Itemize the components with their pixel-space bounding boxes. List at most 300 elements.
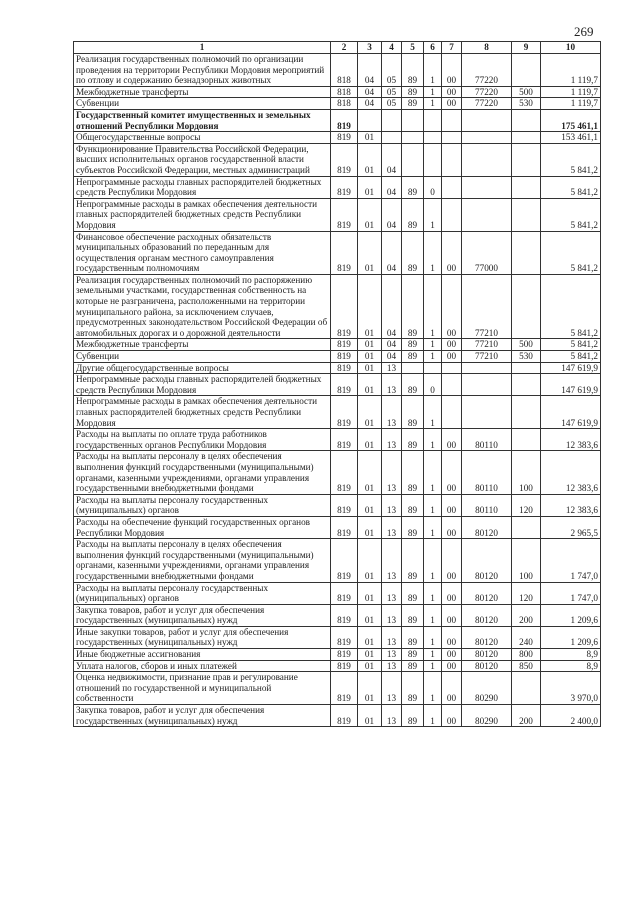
code-target — [462, 198, 512, 231]
row-name: Межбюджетные трансферты — [74, 86, 331, 98]
row-name: Реализация государственных полномочий по организации проведения на территории Республики Мордовия мероприятий по отлову и содержанию безнадзорных животных — [74, 54, 331, 87]
code-section: 01 — [358, 176, 382, 198]
code-ved: 819 — [331, 705, 358, 727]
code-target: 80290 — [462, 672, 512, 705]
code-ved: 818 — [331, 98, 358, 110]
code-program: 89 — [402, 604, 424, 626]
code-direction: 00 — [442, 274, 462, 339]
code-subprogram: 1 — [424, 672, 442, 705]
code-subprogram: 1 — [424, 351, 442, 363]
table-row — [74, 626, 601, 648]
code-expense-type: 800 — [512, 649, 541, 661]
row-name: Закупка товаров, работ и услуг для обеспечения государственных (муниципальных) нужд — [74, 705, 331, 727]
code-target — [462, 143, 512, 176]
code-ved: 819 — [331, 626, 358, 648]
code-ved: 819 — [331, 494, 358, 516]
header-cell: 7 — [442, 42, 462, 54]
code-direction: 00 — [442, 604, 462, 626]
code-direction: 00 — [442, 539, 462, 582]
row-name: Финансовое обеспечение расходных обязательств муниципальных образований по переданным для осуществления органам местного самоуправления государственным полномочиям — [74, 231, 331, 274]
code-ved: 819 — [331, 582, 358, 604]
row-amount: 5 841,2 — [541, 274, 601, 339]
code-subprogram: 1 — [424, 516, 442, 538]
code-ved: 819 — [331, 660, 358, 672]
row-amount: 12 383,6 — [541, 451, 601, 494]
code-target: 80110 — [462, 494, 512, 516]
code-expense-type — [512, 429, 541, 451]
code-ved: 819 — [331, 109, 358, 131]
code-subprogram — [424, 143, 442, 176]
code-subsection: 13 — [382, 705, 402, 727]
table-row — [74, 339, 601, 351]
code-program: 89 — [402, 351, 424, 363]
code-program: 89 — [402, 98, 424, 110]
code-target: 77210 — [462, 351, 512, 363]
code-section: 01 — [358, 705, 382, 727]
code-subprogram: 1 — [424, 54, 442, 87]
row-amount: 147 619,9 — [541, 374, 601, 396]
table-row — [74, 396, 601, 429]
code-expense-type — [512, 396, 541, 429]
code-direction: 00 — [442, 231, 462, 274]
table-row — [74, 231, 601, 274]
code-target: 80110 — [462, 451, 512, 494]
code-expense-type: 100 — [512, 451, 541, 494]
row-amount: 8,9 — [541, 649, 601, 661]
table-header-row — [74, 42, 601, 54]
row-amount: 12 383,6 — [541, 429, 601, 451]
code-subprogram: 1 — [424, 582, 442, 604]
code-subsection: 13 — [382, 649, 402, 661]
row-name: Расходы на обеспечение функций государственных органов Республики Мордовия — [74, 516, 331, 538]
code-target — [462, 132, 512, 144]
row-amount: 1 747,0 — [541, 539, 601, 582]
code-direction — [442, 109, 462, 131]
row-amount: 147 619,9 — [541, 396, 601, 429]
row-amount: 2 400,0 — [541, 705, 601, 727]
code-direction — [442, 362, 462, 374]
code-direction — [442, 176, 462, 198]
code-subsection: 13 — [382, 539, 402, 582]
code-expense-type: 850 — [512, 660, 541, 672]
code-section: 01 — [358, 649, 382, 661]
code-ved: 818 — [331, 86, 358, 98]
code-subprogram: 1 — [424, 604, 442, 626]
code-subsection — [382, 109, 402, 131]
code-target — [462, 362, 512, 374]
code-expense-type — [512, 176, 541, 198]
code-ved: 819 — [331, 362, 358, 374]
code-section — [358, 109, 382, 131]
code-program: 89 — [402, 626, 424, 648]
code-subprogram: 1 — [424, 539, 442, 582]
code-direction: 00 — [442, 98, 462, 110]
code-target: 80120 — [462, 539, 512, 582]
code-subsection: 13 — [382, 494, 402, 516]
row-amount: 1 747,0 — [541, 582, 601, 604]
code-subsection: 13 — [382, 660, 402, 672]
code-expense-type: 530 — [512, 98, 541, 110]
code-program: 89 — [402, 176, 424, 198]
code-subprogram: 1 — [424, 396, 442, 429]
table-row — [74, 374, 601, 396]
code-target: 77220 — [462, 98, 512, 110]
code-direction — [442, 396, 462, 429]
code-subprogram: 0 — [424, 374, 442, 396]
code-target — [462, 396, 512, 429]
code-direction: 00 — [442, 54, 462, 87]
table-row — [74, 143, 601, 176]
row-amount: 8,9 — [541, 660, 601, 672]
code-target: 80120 — [462, 582, 512, 604]
code-subsection: 13 — [382, 582, 402, 604]
row-name: Расходы на выплаты по оплате труда работников государственных органов Республики Мордовия — [74, 429, 331, 451]
code-target — [462, 109, 512, 131]
row-amount: 5 841,2 — [541, 176, 601, 198]
row-name: Субвенции — [74, 98, 331, 110]
code-subsection: 05 — [382, 86, 402, 98]
code-section: 04 — [358, 54, 382, 87]
row-name: Оценка недвижимости, признание прав и регулирование отношений по государственной и муниципальной собственности — [74, 672, 331, 705]
code-expense-type — [512, 109, 541, 131]
row-name: Расходы на выплаты персоналу в целях обеспечения выполнения функций государственными (муниципальными) органами, казенными учреждениями, органами управления государственными внебюджетными фондами — [74, 539, 331, 582]
table-row — [74, 176, 601, 198]
code-target: 77220 — [462, 54, 512, 87]
row-amount: 5 841,2 — [541, 339, 601, 351]
table-row — [74, 198, 601, 231]
code-subsection: 13 — [382, 429, 402, 451]
code-expense-type: 530 — [512, 351, 541, 363]
code-subprogram: 1 — [424, 339, 442, 351]
code-subsection — [382, 132, 402, 144]
row-amount: 175 461,1 — [541, 109, 601, 131]
code-target — [462, 374, 512, 396]
row-name: Закупка товаров, работ и услуг для обеспечения государственных (муниципальных) нужд — [74, 604, 331, 626]
code-direction: 00 — [442, 516, 462, 538]
code-expense-type — [512, 132, 541, 144]
row-name: Межбюджетные трансферты — [74, 339, 331, 351]
row-amount: 153 461,1 — [541, 132, 601, 144]
row-amount: 5 841,2 — [541, 143, 601, 176]
code-expense-type: 120 — [512, 494, 541, 516]
code-direction: 00 — [442, 626, 462, 648]
code-direction: 00 — [442, 429, 462, 451]
code-target: 80120 — [462, 660, 512, 672]
code-expense-type — [512, 143, 541, 176]
code-subsection: 04 — [382, 231, 402, 274]
code-direction — [442, 374, 462, 396]
page-number: 269 — [574, 24, 594, 39]
code-target: 77210 — [462, 274, 512, 339]
header-cell: 9 — [512, 42, 541, 54]
code-target: 80120 — [462, 626, 512, 648]
code-subsection: 04 — [382, 143, 402, 176]
code-ved: 819 — [331, 539, 358, 582]
code-program: 89 — [402, 660, 424, 672]
row-amount: 1 209,6 — [541, 604, 601, 626]
code-section: 01 — [358, 494, 382, 516]
code-direction: 00 — [442, 494, 462, 516]
code-section: 01 — [358, 339, 382, 351]
row-amount: 1 119,7 — [541, 98, 601, 110]
code-subprogram — [424, 109, 442, 131]
code-subprogram: 1 — [424, 494, 442, 516]
code-target: 80290 — [462, 705, 512, 727]
code-ved: 819 — [331, 649, 358, 661]
code-target: 80120 — [462, 516, 512, 538]
code-program: 89 — [402, 339, 424, 351]
code-section: 04 — [358, 86, 382, 98]
code-subsection: 13 — [382, 374, 402, 396]
code-subsection: 04 — [382, 339, 402, 351]
code-expense-type: 120 — [512, 582, 541, 604]
code-subprogram: 1 — [424, 660, 442, 672]
code-target: 77220 — [462, 86, 512, 98]
code-section: 01 — [358, 274, 382, 339]
code-subsection: 04 — [382, 176, 402, 198]
code-subsection: 13 — [382, 362, 402, 374]
code-ved: 819 — [331, 396, 358, 429]
code-direction — [442, 132, 462, 144]
code-program: 89 — [402, 582, 424, 604]
code-ved: 819 — [331, 176, 358, 198]
code-target: 77210 — [462, 339, 512, 351]
code-subprogram: 1 — [424, 98, 442, 110]
code-program: 89 — [402, 705, 424, 727]
code-section: 01 — [358, 516, 382, 538]
code-direction: 00 — [442, 339, 462, 351]
code-direction — [442, 198, 462, 231]
code-ved: 819 — [331, 672, 358, 705]
code-expense-type: 100 — [512, 539, 541, 582]
code-section: 01 — [358, 451, 382, 494]
table-row — [74, 274, 601, 339]
code-subprogram: 1 — [424, 198, 442, 231]
row-amount: 3 970,0 — [541, 672, 601, 705]
code-subsection: 05 — [382, 98, 402, 110]
row-name: Расходы на выплаты персоналу государственных (муниципальных) органов — [74, 582, 331, 604]
code-subsection: 04 — [382, 351, 402, 363]
code-ved: 819 — [331, 132, 358, 144]
code-ved: 819 — [331, 516, 358, 538]
table-row — [74, 539, 601, 582]
code-subprogram: 1 — [424, 86, 442, 98]
code-program: 89 — [402, 516, 424, 538]
code-program: 89 — [402, 231, 424, 274]
table-row — [74, 705, 601, 727]
code-subsection: 04 — [382, 274, 402, 339]
table-row — [74, 429, 601, 451]
code-direction — [442, 143, 462, 176]
code-subprogram: 1 — [424, 626, 442, 648]
code-expense-type — [512, 274, 541, 339]
code-program — [402, 132, 424, 144]
table-row — [74, 604, 601, 626]
code-section: 01 — [358, 626, 382, 648]
code-ved: 819 — [331, 339, 358, 351]
code-expense-type — [512, 231, 541, 274]
code-program: 89 — [402, 429, 424, 451]
code-expense-type: 500 — [512, 86, 541, 98]
code-direction: 00 — [442, 582, 462, 604]
code-direction: 00 — [442, 351, 462, 363]
row-amount: 2 965,5 — [541, 516, 601, 538]
code-subprogram: 1 — [424, 429, 442, 451]
code-ved: 819 — [331, 274, 358, 339]
table-row — [74, 351, 601, 363]
row-amount: 1 119,7 — [541, 86, 601, 98]
table-row — [74, 516, 601, 538]
code-direction: 00 — [442, 672, 462, 705]
table-row — [74, 494, 601, 516]
code-ved: 819 — [331, 604, 358, 626]
code-subprogram: 0 — [424, 176, 442, 198]
header-cell: 8 — [462, 42, 512, 54]
row-amount: 12 383,6 — [541, 494, 601, 516]
code-direction: 00 — [442, 649, 462, 661]
table-row — [74, 109, 601, 131]
code-direction: 00 — [442, 705, 462, 727]
code-expense-type — [512, 198, 541, 231]
code-section: 01 — [358, 143, 382, 176]
code-target — [462, 176, 512, 198]
code-section: 01 — [358, 660, 382, 672]
table-row — [74, 582, 601, 604]
code-ved: 818 — [331, 54, 358, 87]
code-ved: 819 — [331, 429, 358, 451]
table-row — [74, 660, 601, 672]
header-cell: 2 — [331, 42, 358, 54]
code-section: 01 — [358, 429, 382, 451]
row-amount: 5 841,2 — [541, 351, 601, 363]
row-amount: 147 619,9 — [541, 362, 601, 374]
code-subsection: 05 — [382, 54, 402, 87]
code-ved: 819 — [331, 451, 358, 494]
code-target: 80110 — [462, 429, 512, 451]
code-section: 01 — [358, 231, 382, 274]
code-section: 01 — [358, 132, 382, 144]
row-name: Расходы на выплаты персоналу государственных (муниципальных) органов — [74, 494, 331, 516]
row-name: Субвенции — [74, 351, 331, 363]
code-expense-type: 240 — [512, 626, 541, 648]
code-program: 89 — [402, 451, 424, 494]
row-amount: 5 841,2 — [541, 198, 601, 231]
code-program: 89 — [402, 539, 424, 582]
header-cell: 4 — [382, 42, 402, 54]
code-program: 89 — [402, 649, 424, 661]
code-ved: 819 — [331, 374, 358, 396]
table-row — [74, 649, 601, 661]
row-name: Реализация государственных полномочий по распоряжению земельными участками, государственная собственность на которые не разграничена, расположенными на территории муниципального района, за исключением случаев, предусмотренных законодательством Российской Федерации об автомобильных дорогах и о дорожной деятельности — [74, 274, 331, 339]
code-expense-type: 500 — [512, 339, 541, 351]
row-name: Непрограммные расходы главных распорядителей бюджетных средств Республики Мордовия — [74, 374, 331, 396]
code-program: 89 — [402, 54, 424, 87]
table-row — [74, 132, 601, 144]
header-cell: 10 — [541, 42, 601, 54]
code-expense-type — [512, 516, 541, 538]
code-expense-type — [512, 362, 541, 374]
code-subsection: 13 — [382, 451, 402, 494]
code-program — [402, 143, 424, 176]
row-name: Общегосударственные вопросы — [74, 132, 331, 144]
code-target: 77000 — [462, 231, 512, 274]
table-row — [74, 451, 601, 494]
code-program — [402, 362, 424, 374]
code-section: 01 — [358, 539, 382, 582]
code-program: 89 — [402, 374, 424, 396]
code-program — [402, 109, 424, 131]
code-program: 89 — [402, 494, 424, 516]
code-expense-type — [512, 374, 541, 396]
table-row — [74, 362, 601, 374]
code-subprogram: 1 — [424, 274, 442, 339]
row-name: Функционирование Правительства Российской Федерации, высших исполнительных органов государственной власти субъектов Российской Федерации, местных администраций — [74, 143, 331, 176]
code-section: 01 — [358, 672, 382, 705]
code-subsection: 13 — [382, 672, 402, 705]
table-row — [74, 98, 601, 110]
code-direction: 00 — [442, 451, 462, 494]
code-subprogram: 1 — [424, 231, 442, 274]
code-subprogram: 1 — [424, 705, 442, 727]
code-section: 01 — [358, 374, 382, 396]
header-cell: 6 — [424, 42, 442, 54]
code-ved: 819 — [331, 351, 358, 363]
code-subsection: 13 — [382, 604, 402, 626]
code-section: 01 — [358, 198, 382, 231]
code-section: 01 — [358, 351, 382, 363]
table-row — [74, 54, 601, 87]
code-expense-type: 200 — [512, 705, 541, 727]
code-subprogram: 1 — [424, 649, 442, 661]
code-subprogram — [424, 132, 442, 144]
code-expense-type — [512, 54, 541, 87]
code-program: 89 — [402, 86, 424, 98]
row-amount: 1 119,7 — [541, 54, 601, 87]
row-amount: 1 209,6 — [541, 626, 601, 648]
code-subsection: 13 — [382, 396, 402, 429]
code-program: 89 — [402, 198, 424, 231]
row-name: Уплата налогов, сборов и иных платежей — [74, 660, 331, 672]
code-expense-type: 200 — [512, 604, 541, 626]
code-subsection: 13 — [382, 516, 402, 538]
code-program: 89 — [402, 274, 424, 339]
row-name: Расходы на выплаты персоналу в целях обеспечения выполнения функций государственными (муниципальными) органами, казенными учреждениями, органами управления государственными внебюджетными фондами — [74, 451, 331, 494]
code-section: 01 — [358, 362, 382, 374]
table-row — [74, 86, 601, 98]
code-subprogram: 1 — [424, 451, 442, 494]
budget-table — [73, 41, 601, 727]
row-amount: 5 841,2 — [541, 231, 601, 274]
code-ved: 819 — [331, 231, 358, 274]
row-name: Иные закупки товаров, работ и услуг для обеспечения государственных (муниципальных) нужд — [74, 626, 331, 648]
code-target: 80120 — [462, 649, 512, 661]
code-program: 89 — [402, 672, 424, 705]
header-cell: 5 — [402, 42, 424, 54]
code-expense-type — [512, 672, 541, 705]
code-section: 01 — [358, 396, 382, 429]
header-cell: 1 — [74, 42, 331, 54]
code-direction: 00 — [442, 86, 462, 98]
code-ved: 819 — [331, 143, 358, 176]
row-name: Непрограммные расходы в рамках обеспечения деятельности главных распорядителей бюджетных средств Республики Мордовия — [74, 396, 331, 429]
table-row — [74, 672, 601, 705]
code-section: 01 — [358, 582, 382, 604]
code-target: 80120 — [462, 604, 512, 626]
row-name: Непрограммные расходы главных распорядителей бюджетных средств Республики Мордовия — [74, 176, 331, 198]
header-cell: 3 — [358, 42, 382, 54]
code-subsection: 04 — [382, 198, 402, 231]
code-subsection: 13 — [382, 626, 402, 648]
